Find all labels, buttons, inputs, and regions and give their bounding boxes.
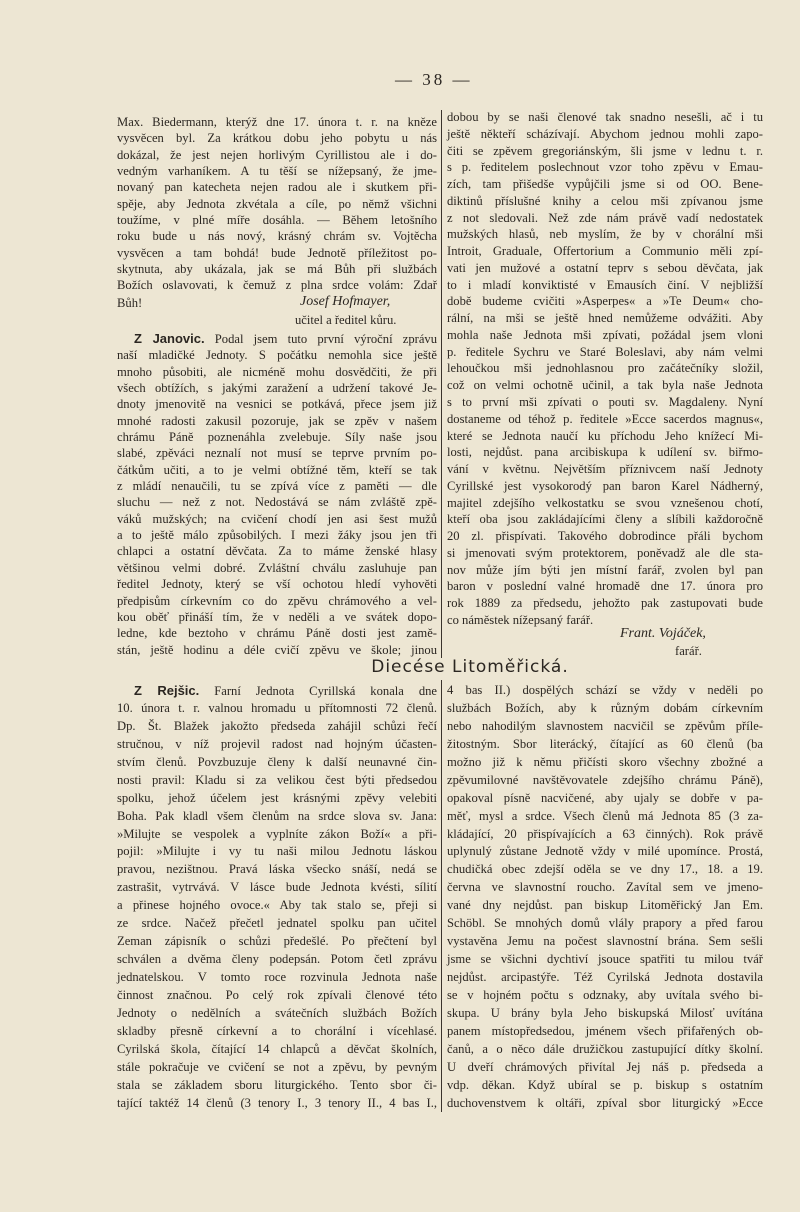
text-line: losti, nejdůst. pana arcibiskupa k udílení sv. biřmo-	[447, 445, 763, 460]
text-line: se v hojném počtu s odznaky, aby uvítala svého bi-	[447, 987, 763, 1002]
text-line: vedným varhaníkem. A tu těší se nížepsaný, že jme-	[117, 164, 437, 179]
text-line: dokázal, že jest nejen horlivým Cyrillistou ale i do-	[117, 147, 437, 162]
text-line: kou oběť přináší tím, že v neděli a ve svátek dopo-	[117, 609, 437, 624]
text-line: čanů, a o něco dále družičkou zastupující dítky školní.	[447, 1041, 763, 1056]
text-line: Boha. Pak kladl všem členům na srdce slova sv. Jana:	[117, 808, 437, 823]
text-line: s p. ředitelem poslechnout vzor toho zpěvu v Emau-	[447, 160, 763, 175]
text-line: Introit, Graduale, Offertorium a Communio měli zpí-	[447, 244, 763, 259]
signature-name-2	[620, 626, 706, 642]
text-line: váků mužských; na cvičení chodí jen asi šest mužů	[117, 511, 437, 526]
signature-greeting: Bůh!	[117, 296, 143, 310]
text-line: předpisům církevním co do zpěvu chrámového a vel-	[117, 593, 437, 608]
text-line: kládající, 20 přispívajících a 63 činných). Rok právě	[447, 826, 763, 841]
text-line: uplynulý zůstane Jednotě vždy v milé upomínce. Prostá,	[447, 844, 763, 859]
text-line: pojil: »Milujte i vy tu naši milou Jednotu láskou	[117, 844, 437, 859]
text-line: spěje, aby Jednota zkvétala a cíle, po němž všichni	[117, 196, 437, 211]
run-in-heading: Z Rejšic.	[134, 683, 200, 698]
text-line: baron v poslední valné hromadě dne 17. února pro	[447, 579, 763, 594]
text-line: a přinese hojného ovoce.« Aby tak stalo se, přeji si	[117, 898, 437, 913]
text-line: vysvěcen a tam bohdá! bude Jednotě příležitost po-	[117, 245, 437, 260]
text-line: dnoty jmenovitě na vesnici se potkává, přece jsem již	[117, 397, 437, 412]
text-line: mnoho působiti, ale nicméně mohu dosvědčiti, že při	[117, 364, 437, 379]
text-line: Cyrilská škola, čítající 14 chlapců a děvčat školních,	[117, 1041, 437, 1056]
text-line: června ve slavnostní roucho. Zavítal sem ve jmeno-	[447, 880, 763, 895]
text-line: pravou, nezištnou. Pravá láska všecko snáší, nedá se	[117, 862, 437, 877]
text-line: s to první mši zpívati o pouti sv. Magdaleny. Nyní	[447, 395, 763, 410]
text-line: panem místopředsedou, jménem všech přifařených ob-	[447, 1023, 763, 1038]
text-line: 10. února t. r. valnou hromadu u přítomnosti 72 členů.	[117, 700, 437, 715]
text-line: to i mladí konviktisté v Emausích činí. V nejbližší	[447, 277, 763, 292]
text-line: čiti se zpěvem gregoriánským, šli jsme v lednu t. r.	[447, 143, 763, 158]
text-line: nosti pravil: Kladu si za velikou čest býti předsedou	[117, 772, 437, 787]
text-line: dostaneme od téhož p. ředitele »Ecce sacerdos magnus«,	[447, 411, 763, 426]
text-line: novaný pan katecheta nejen radou ale i skutkem při-	[117, 180, 437, 195]
text-line: z not sledovali. Než zde nám právě vadí nedostatek	[447, 210, 763, 225]
text-line: naší mladičké Jednoty. S počátku nemohla sice ještě	[117, 348, 437, 363]
text-line: majitel zdejšího velkostatku se svou vznešenou chotí,	[447, 495, 763, 510]
right-column-top	[447, 109, 763, 629]
text-line: »Milujte se vespolek a vyplníte zákon Boží« a při-	[117, 826, 437, 841]
text-line: chrámu Páně poznenáhla zvelebuje. Síly naše jsou	[117, 430, 437, 445]
text-line: Božích oslavovati, k čemuž z plna srdce volám: Zdař	[117, 278, 437, 293]
text-line: a to ještě málo způsobilých. I mezi žáky jsou jen tři	[117, 528, 437, 543]
text-line: všech obtížích, s jakými zaražení a udržení takové Je-	[117, 381, 437, 396]
text-line: jsme se všichni dychtiví jsouce spatřiti tu milou tvář	[447, 952, 763, 967]
text-line: skupa. U brány byla Jeho biskupská Milosť uvítána	[447, 1005, 763, 1020]
text-line: Max. Biedermann, kterýž dne 17. února t. r. na kněze	[117, 115, 437, 129]
text-line: zích, tam přišedše vypůjčili jsme si od OO. Bene-	[447, 177, 763, 192]
text-line: zpěvumilovné navštěvovatele zdejšího chrámu Páně),	[447, 772, 763, 787]
section-heading: Diecése Litoměřická.	[371, 657, 569, 677]
text-line: nejdůst. arcipastýře. Též Cyrilská Jednota dostavila	[447, 970, 763, 984]
text-line: roku bude u nás nový, krásný chrám sv. Vojtěcha	[117, 229, 437, 244]
text-line: diktinů příslušné knihy a celou mši zpívanou jsme	[447, 193, 763, 208]
left-column-janovic	[117, 331, 437, 658]
text-line: chlapci a ostatní děvčata. Za to máme ženské hlasy	[117, 544, 437, 559]
text-line: stán, ještě hodinu a déle cvičí zpěvu ve škole; jinou	[117, 642, 437, 657]
text-line: měť, mysl a srdce. Všech členů má Jednota 85 (3 za-	[447, 808, 763, 823]
text-line: vané dny nejdůst. pan biskup Litoměřický Jan Em.	[447, 898, 763, 913]
text-line: z mládí nenaučili, tu se zpívá více z paměti — dle	[117, 479, 437, 494]
text-line: co náměstek nížepsaný farář.	[447, 612, 594, 627]
text-line: kteří oba jsou zakládajícími členy a slíbili každoročně	[447, 512, 763, 527]
text-line: toužíme, v plné míře dosáhla. — Během letošního	[117, 213, 437, 228]
text-line: 4 bas II.) dospělých schází se vždy v neděli po	[447, 683, 763, 697]
text-line: možno již k němu přičísti skoro všechny zbožné a	[447, 754, 763, 769]
left-column-bottom	[117, 682, 437, 1113]
text-line: opakoval písně nacvičené, aby ujaly se dobře v pa-	[447, 790, 763, 805]
text-line: Zeman zápisník o schůzi předešlé. Po přečtení byl	[117, 934, 437, 949]
text-line: skytnuta, aby ukázala, jak se má Bůh při službách	[117, 262, 437, 277]
text-line: stvím členů. Povzbuzuje členy k další neunavné čin-	[117, 754, 437, 769]
text-line: skladby přesně církevní a to chorální i vícehlasé.	[117, 1023, 437, 1038]
text-line: Z Janovic. Podal jsem tuto první výroční zprávu	[134, 331, 438, 346]
text-line: jednatelskou. V tomto roce rozvinula Jednota naše	[117, 970, 437, 984]
text-line: nov může jím býti jen místní farář, zvolen byl pan	[447, 562, 763, 577]
signature-title-2: farář.	[675, 644, 702, 658]
signature-name-text: Josef Hofmayer,	[300, 294, 391, 309]
text-line: vysvěcen byl. Za krátkou dobu jeho pobytu u nás	[117, 131, 437, 146]
text-line: U dveří chrámových přivítal Jej náš p. předseda a	[447, 1059, 763, 1074]
text-line: zastrašit, vytrvává. V lásce bude Jednota kvésti, sílití	[117, 880, 437, 895]
text-line: chudičká obec zdejší oděla se ve dny 17., 18. a 19.	[447, 862, 763, 877]
text-line: duchovenstvem k oltáři, zpíval sbor liturgický »Ecce	[447, 1095, 763, 1110]
text-line: lehoučkou mši jednohlasnou pro začátečníky složil,	[447, 361, 763, 376]
signature-name	[300, 294, 390, 310]
column-divider-top	[441, 110, 442, 658]
text-line: mnohé radosti zakusil pozoruje, jak se zpěv v našem	[117, 413, 437, 428]
text-line: čátkům učiti, a to je velmi obtížné těm, kteří se tak	[117, 462, 437, 477]
text-line: rok 1889 za předsedu, jehožto pak zastupovati bude	[447, 596, 763, 611]
text-line: Z Rejšic. Farní Jednota Cyrillská konala dne	[134, 683, 438, 698]
text-line: které se Jednota naučí ku příchodu Jeho knížecí Mi-	[447, 428, 763, 443]
text-line: p. ředitele Sychru ve Staré Boleslavi, aby nám velmi	[447, 344, 763, 359]
text-line: dobou by se naši členové tak snadno nesešli, ač i tu	[447, 110, 763, 124]
text-line: době budeme cvičiti »Asperpes« a »Te Deum« cho-	[447, 294, 763, 309]
text-line: mohla naše Jednota mši zpívati, požádal jsem vloni	[447, 327, 763, 342]
text-line: vání v květnu. Největším příznivcem naší Jednoty	[447, 462, 763, 477]
text-line: stručnou, v níž projevil radost nad hojným účasten-	[117, 736, 437, 751]
text-line: činnost značnou. Po celý rok zpívali členové této	[117, 987, 437, 1002]
text-line: tající taktéž 14 členů (3 tenory I., 3 tenory II., 4 bas I.,	[117, 1095, 437, 1110]
text-line: žitostným. Sbor literácký, čítající as 60 členů (ba	[447, 736, 763, 751]
text-line: spolku, jehož účelem jest krásnými zpěvy velebiti	[117, 790, 437, 805]
text-line: si jmenovati svým protektorem, poněvadž ale dle sta-	[447, 545, 763, 560]
text-line: Dp. Št. Blažek jakožto předseda zahájil schůzi řečí	[117, 718, 437, 733]
text-line: schválen a dvěma členy podepsán. Potom četl zprávu	[117, 952, 437, 967]
text-line: vystavěna Jemu na počest slavnostní brána. Sem sešli	[447, 934, 763, 949]
text-line: ředitel Jednoty, který se vší ochotou hledí vyhověti	[117, 577, 437, 592]
text-line: Schöbl. Se mnohých domů vlály prapory a před farou	[447, 916, 763, 931]
text-line: ledne, kde beztoho v chrámu Páně dosti jest zamě-	[117, 626, 437, 641]
text-line: stala se základem sboru liturgického. Tento sbor či-	[117, 1077, 437, 1092]
text-line: slabé, zpěváci neznalí not musí se teprve prvním po-	[117, 446, 437, 461]
signature-title: učitel a ředitel kůru.	[295, 313, 397, 327]
text-line: což on velmi ochotně učinil, a tak byla naše Jednota	[447, 378, 763, 393]
run-in-heading: Z Janovic.	[134, 331, 205, 346]
text-line: nebo nahodilým slavnostem nacvičil se zpěvům příle-	[447, 718, 763, 733]
text-line: mužských hlasů, neb myslím, že by v chorální mši	[447, 227, 763, 242]
text-line: Jednoty o nedělních a svátečních službách Božích	[117, 1005, 437, 1020]
text-line: vati jen mužové a ostatní teprv s sebou děvčata, jak	[447, 260, 763, 275]
right-column-bottom	[447, 682, 763, 1113]
text-line: ještě někteří scházívají. Abychom jednou mohli zapo-	[447, 126, 763, 141]
page-number: — 38 —	[395, 70, 473, 89]
text-line: rální, na mši se ještě hned nemůžeme odvážiti. Aby	[447, 311, 763, 326]
column-divider-bottom	[441, 680, 442, 1112]
text-line: většinou velmi dobré. Zvláštní chválu zasluhuje pan	[117, 560, 437, 575]
text-line: sluchu — než z not. Nedostává se nám zvláště zpě-	[117, 495, 437, 510]
text-line: ze srdce. Načež přečetl jednatel spolku pan učitel	[117, 916, 437, 931]
text-line: vdp. děkan. Když ubíral se p. biskup s ostatním	[447, 1077, 763, 1092]
text-line: 20 zl. přispívati. Takového dobrodince přáli bychom	[447, 529, 763, 544]
text-line: službách Božích, aby k různým dobám církevním	[447, 700, 763, 715]
text-line: Cyrillské jest vysokorodý pan baron Karel Nádherný,	[447, 478, 763, 493]
left-column-top	[117, 114, 437, 294]
text-line: stále pokračuje ve cvičení se not a zpěvu, by pevným	[117, 1059, 437, 1074]
signature-name-2-text: Frant. Vojáček,	[620, 626, 706, 641]
